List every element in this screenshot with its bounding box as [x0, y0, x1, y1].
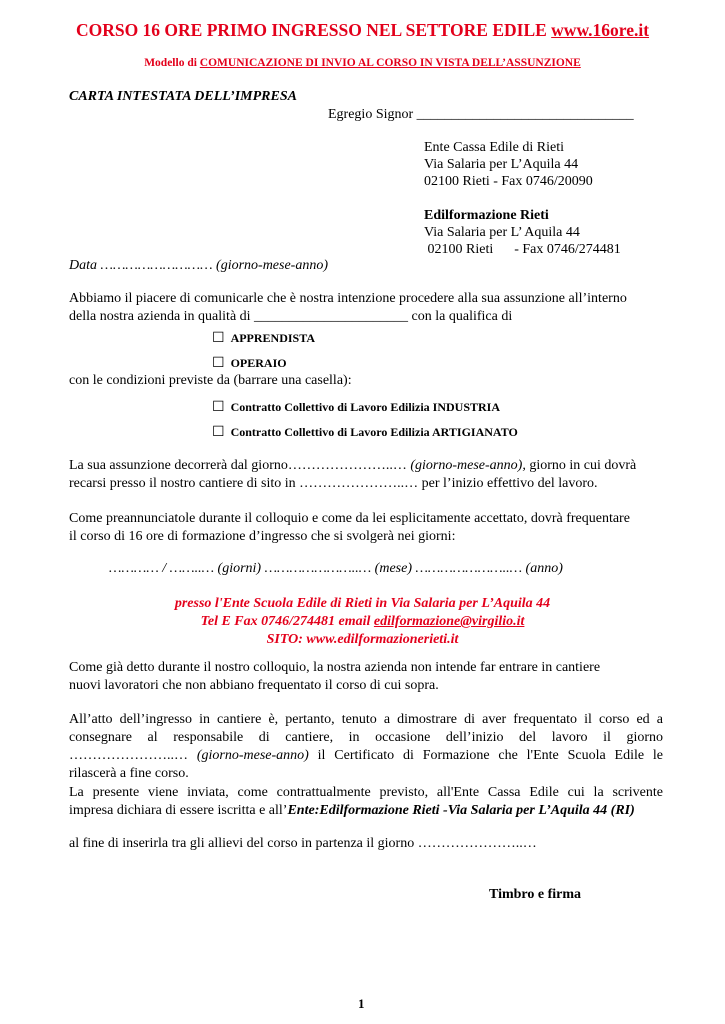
checkbox-contratto-industria[interactable] [212, 399, 500, 416]
checkbox-apprendista[interactable] [212, 330, 315, 347]
checkbox-label: OPERAIO [230, 356, 287, 370]
inviata-closing-line: al fine di inserirla tra gli allievi del corso in partenza il giorno …………………..… [69, 836, 537, 851]
checkbox-contratto-artigianato[interactable] [212, 424, 518, 441]
start-text: giorno in cui dovrà [525, 458, 637, 473]
inviata-line [69, 802, 663, 820]
inviata-paragraph [69, 784, 663, 820]
title-text: CORSO 16 ORE PRIMO INGRESSO NEL SETTORE EDILE [75, 20, 552, 40]
checkbox-icon[interactable]: ☐ [212, 331, 225, 346]
course-line: Come preannunciatole durante il colloquio e come da lei esplicitamente accettato, dovrà frequentare [69, 511, 630, 526]
checkbox-icon[interactable]: ☐ [212, 356, 225, 371]
intro-line: Abbiamo il piacere di comunicarle che è nostra intenzione procedere alla sua assunzione all’interno [69, 291, 627, 306]
ingresso-line: All’atto dell’ingresso in cantiere è, pertanto, tenuto a dimostrare di aver frequentato il corso ed a [69, 712, 663, 727]
ingresso-line: rilascerà a fine corso. [69, 766, 189, 781]
course-paragraph [69, 510, 663, 546]
recipient-edilformazione [424, 207, 621, 258]
title-website-link[interactable]: www.16ore.it [551, 20, 650, 40]
start-line: recarsi presso il nostro cantiere di sito in …………………..… per l’inizio effettivo del lavoro. [69, 476, 598, 491]
signature-label: Timbro e firma [489, 887, 582, 902]
checkbox-icon[interactable]: ☐ [212, 425, 225, 440]
checkbox-label: Contratto Collettivo di Lavoro Edilizia INDUSTRIA [230, 400, 501, 414]
intro-line: della nostra azienda in qualità di ______________________ con la qualifica di [69, 309, 513, 324]
ingresso-line [69, 747, 663, 765]
colloquio-line: Come già detto durante il nostro colloquio, la nostra azienda non intende far entrare in cantiere [69, 660, 601, 675]
venue-block [0, 595, 725, 649]
recipient-city-fax: 02100 Rieti - Fax 0746/274481 [424, 242, 621, 257]
document-subtitle [0, 57, 725, 69]
venue-phone: Tel E Fax 0746/274481 email [200, 614, 374, 629]
venue-contacts [0, 613, 725, 631]
intro-paragraph [69, 290, 663, 326]
page-number: 1 [358, 996, 365, 1011]
inviata-line: La presente viene inviata, come contrattualmente previsto, all'Ente Cassa Edile cui la scrivente [69, 785, 663, 800]
colloquio-line: nuovi lavoratori che non abbiano frequentato il corso di cui sopra. [69, 678, 439, 693]
subtitle-main: COMUNICAZIONE DI INVIO AL CORSO IN VISTA DELL’ASSUNZIONE [199, 57, 581, 69]
recipient-name: Edilformazione Rieti [424, 208, 549, 223]
start-text: La sua assunzione decorrerà dal giorno…………………..… [69, 458, 411, 473]
recipient-address: Via Salaria per L’ Aquila 44 [424, 225, 580, 240]
date-format-hint: (giorno-mese-anno) [196, 748, 309, 763]
inviata-ente-address: Ente:Edilformazione Rieti -Via Salaria per L’Aquila 44 (RI) [287, 803, 635, 818]
checkbox-icon[interactable]: ☐ [212, 400, 225, 415]
date-format-hint: (giorno-mese-anno), [410, 458, 526, 473]
recipient-address: Via Salaria per L’Aquila 44 [424, 157, 579, 172]
venue-email-link[interactable]: edilformazione@virgilio.it [373, 614, 525, 629]
subtitle-prefix: Modello di [144, 57, 200, 69]
venue-website[interactable]: SITO: www.edilformazionerieti.it [266, 632, 459, 647]
company-letterhead-label: CARTA INTESTATA DELL’IMPRESA [69, 89, 297, 104]
start-date-paragraph [69, 457, 663, 493]
colloquio-paragraph [69, 659, 663, 695]
checkbox-label: APPRENDISTA [230, 331, 316, 345]
conditions-intro: con le condizioni previste da (barrare una casella): [69, 373, 352, 388]
document-title [0, 20, 725, 41]
inviata-text: impresa dichiara di essere iscritta e all’ [69, 803, 288, 818]
recipient-name: Ente Cassa Edile di Rieti [424, 140, 564, 155]
date-line: Data ……………………… (giorno-mese-anno) [69, 258, 329, 273]
course-line: il corso di 16 ore di formazione d’ingresso che si svolgerà nei giorni: [69, 529, 456, 544]
recipient-cassa-edile [424, 139, 593, 190]
ingresso-text: …………………..… [69, 748, 197, 763]
ingresso-paragraph [69, 711, 663, 783]
recipient-city-fax: 02100 Rieti - Fax 0746/20090 [424, 174, 593, 189]
checkbox-operaio[interactable] [212, 355, 287, 372]
checkbox-label: Contratto Collettivo di Lavoro Edilizia ARTIGIANATO [230, 425, 518, 439]
start-line [69, 457, 663, 475]
venue-address: presso l'Ente Scuola Edile di Rieti in Via Salaria per L’Aquila 44 [174, 596, 551, 611]
ingresso-text: il Certificato di Formazione che l'Ente Scuola Edile le [308, 748, 663, 763]
greeting-line: Egregio Signor _______________________________ [328, 107, 634, 122]
course-days-line: ………… / ……..… (giorni) …………………..… (mese) …………………..… (anno) [109, 561, 563, 576]
ingresso-line: consegnare al responsabile di cantiere, in occasione dell’inizio del lavoro il giorno [69, 730, 663, 745]
